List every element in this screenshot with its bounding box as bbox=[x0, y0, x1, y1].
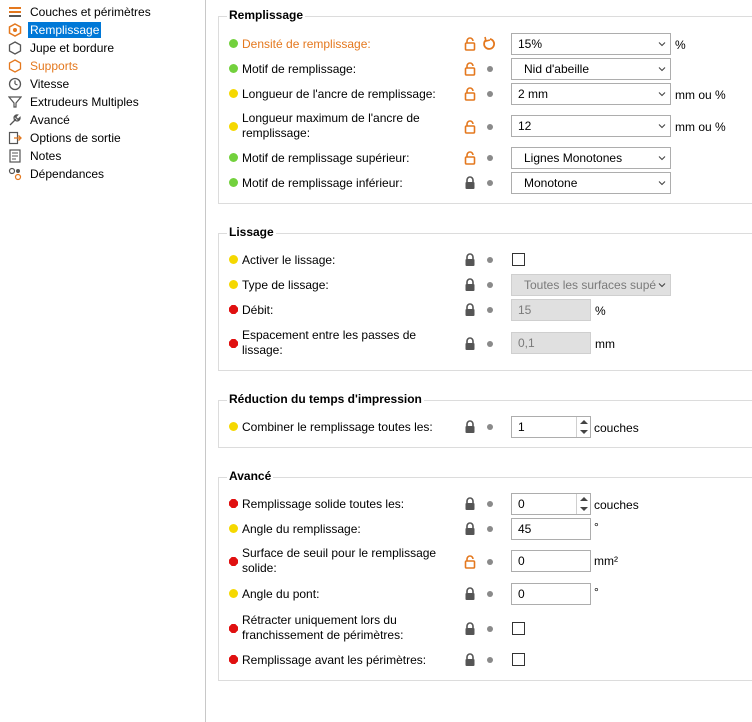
longueur-ancre-label: Longueur de l'ancre de remplissage: bbox=[242, 87, 436, 101]
settings-sidebar bbox=[0, 0, 206, 722]
chevron-down-icon bbox=[658, 65, 666, 73]
surface-seuil-input[interactable] bbox=[511, 550, 591, 572]
output-icon bbox=[8, 131, 22, 145]
spin-buttons[interactable] bbox=[576, 417, 590, 437]
sidebar-item-extrudeurs[interactable] bbox=[8, 93, 141, 111]
status-dot bbox=[229, 624, 238, 633]
system-value-dot bbox=[487, 657, 493, 663]
remplissage-avant-checkbox[interactable] bbox=[512, 653, 525, 666]
lock-closed-icon[interactable] bbox=[463, 653, 477, 667]
sidebar-item-label: Vitesse bbox=[30, 77, 70, 91]
longueur-max-combo[interactable] bbox=[511, 115, 671, 137]
system-value-dot bbox=[487, 257, 493, 263]
chevron-down-icon bbox=[658, 40, 666, 48]
sidebar-item-jupe[interactable] bbox=[8, 39, 116, 57]
angle-pont-label: Angle du pont: bbox=[242, 587, 320, 601]
status-dot bbox=[229, 280, 238, 289]
lock-open-icon[interactable] bbox=[463, 151, 477, 165]
status-dot bbox=[229, 557, 238, 566]
status-dot bbox=[229, 64, 238, 73]
chevron-down-icon bbox=[658, 122, 666, 130]
speed-icon bbox=[8, 77, 22, 91]
notes-icon bbox=[8, 149, 22, 163]
system-value-dot bbox=[487, 307, 493, 313]
sidebar-item-label: Avancé bbox=[30, 113, 70, 127]
status-dot bbox=[229, 89, 238, 98]
lock-open-icon[interactable] bbox=[463, 62, 477, 76]
lock-closed-icon[interactable] bbox=[463, 497, 477, 511]
sidebar-item-label: Couches et périmètres bbox=[30, 5, 151, 19]
debit-unit: % bbox=[595, 304, 606, 318]
densite-combo[interactable] bbox=[511, 33, 671, 55]
lock-open-icon[interactable] bbox=[463, 87, 477, 101]
espacement-label-line1: Espacement entre les passes de bbox=[242, 328, 417, 342]
type-lissage-combo[interactable] bbox=[511, 274, 671, 296]
motif-inferieur-combo[interactable] bbox=[511, 172, 671, 194]
retracter-label-line1: Rétracter uniquement lors du bbox=[242, 613, 397, 627]
combiner-spin[interactable] bbox=[511, 416, 591, 438]
combiner-value: 1 bbox=[518, 420, 525, 434]
sidebar-item-label: Jupe et bordure bbox=[30, 41, 115, 55]
status-dot bbox=[229, 122, 238, 131]
chevron-down-icon bbox=[658, 154, 666, 162]
remplissage-solide-value: 0 bbox=[518, 497, 525, 511]
surface-seuil-unit: mm² bbox=[594, 554, 618, 568]
sidebar-item-notes[interactable] bbox=[8, 147, 63, 165]
motif-label: Motif de remplissage: bbox=[242, 62, 357, 76]
sidebar-item-couches[interactable] bbox=[8, 3, 153, 21]
densite-value: 15% bbox=[518, 37, 543, 51]
surface-seuil-label-line2: solide: bbox=[242, 561, 277, 575]
debit-label: Débit: bbox=[242, 303, 274, 317]
sidebar-item-label: Notes bbox=[30, 149, 62, 163]
sidebar-item-supports[interactable] bbox=[8, 57, 80, 75]
longueur-max-label-line1: Longueur maximum de l'ancre de bbox=[242, 111, 420, 125]
angle-remplissage-label: Angle du remplissage: bbox=[242, 522, 361, 536]
lock-closed-icon[interactable] bbox=[463, 587, 477, 601]
system-value-dot bbox=[487, 341, 493, 347]
infill-icon bbox=[8, 23, 22, 37]
group-reduction bbox=[218, 392, 752, 448]
sidebar-item-sortie[interactable] bbox=[8, 129, 123, 147]
espacement-input[interactable] bbox=[511, 332, 591, 354]
densite-label: Densité de remplissage: bbox=[242, 37, 371, 51]
motif-inferieur-label: Motif de remplissage inférieur: bbox=[242, 176, 403, 190]
dependencies-icon bbox=[8, 167, 22, 181]
chevron-down-icon bbox=[658, 281, 666, 289]
longueur-ancre-value: 2 mm bbox=[518, 87, 548, 101]
status-dot bbox=[229, 524, 238, 533]
espacement-value: 0,1 bbox=[518, 336, 535, 350]
lock-closed-icon[interactable] bbox=[463, 278, 477, 292]
group-title: Lissage bbox=[229, 225, 274, 239]
longueur-max-label-line2: remplissage: bbox=[242, 126, 311, 140]
espacement-unit: mm bbox=[595, 337, 615, 351]
activer-lissage-checkbox[interactable] bbox=[512, 253, 525, 266]
surface-seuil-value: 0 bbox=[518, 554, 525, 568]
status-dot bbox=[229, 339, 238, 348]
sidebar-item-label: Extrudeurs Multiples bbox=[30, 95, 139, 109]
sidebar-item-label: Dépendances bbox=[30, 167, 105, 181]
sidebar-item-label: Options de sortie bbox=[30, 131, 121, 145]
group-title: Réduction du temps d'impression bbox=[229, 392, 422, 406]
status-dot bbox=[229, 39, 238, 48]
skirt-icon bbox=[8, 41, 22, 55]
system-value-dot bbox=[487, 91, 493, 97]
lock-closed-icon[interactable] bbox=[463, 337, 477, 351]
angle-remplissage-value: 45 bbox=[518, 522, 532, 536]
activer-lissage-label: Activer le lissage: bbox=[242, 253, 336, 267]
sidebar-item-label: Remplissage bbox=[30, 23, 100, 37]
status-dot bbox=[229, 655, 238, 664]
system-value-dot bbox=[487, 180, 493, 186]
system-value-dot bbox=[487, 501, 493, 507]
lock-closed-icon[interactable] bbox=[463, 253, 477, 267]
status-dot bbox=[229, 499, 238, 508]
sidebar-item-label: Supports bbox=[30, 59, 79, 73]
longueur-ancre-unit: mm ou % bbox=[675, 88, 726, 102]
lock-open-icon[interactable] bbox=[463, 120, 477, 134]
combiner-label: Combiner le remplissage toutes les: bbox=[242, 420, 433, 434]
type-lissage-value: Toutes les surfaces supé bbox=[524, 278, 657, 292]
sidebar-item-remplissage[interactable] bbox=[8, 21, 101, 39]
densite-unit: % bbox=[675, 38, 686, 52]
system-value-dot bbox=[487, 155, 493, 161]
group-title: Avancé bbox=[229, 469, 272, 483]
sidebar-item-dependances[interactable] bbox=[8, 165, 106, 183]
sidebar-item-avance[interactable] bbox=[8, 111, 72, 129]
system-value-dot bbox=[487, 559, 493, 565]
lock-closed-icon[interactable] bbox=[463, 176, 477, 190]
angle-pont-value: 0 bbox=[518, 587, 525, 601]
system-value-dot bbox=[487, 526, 493, 532]
system-value-dot bbox=[487, 626, 493, 632]
system-value-dot bbox=[487, 591, 493, 597]
lock-closed-icon[interactable] bbox=[463, 622, 477, 636]
combiner-unit: couches bbox=[594, 421, 639, 435]
wrench-icon bbox=[8, 113, 22, 127]
spin-buttons[interactable] bbox=[576, 494, 590, 514]
longueur-ancre-combo[interactable] bbox=[511, 83, 671, 105]
motif-superieur-combo[interactable] bbox=[511, 147, 671, 169]
lock-open-icon[interactable] bbox=[463, 555, 477, 569]
motif-superieur-label: Motif de remplissage supérieur: bbox=[242, 151, 410, 165]
group-lissage bbox=[218, 225, 752, 371]
lock-closed-icon[interactable] bbox=[463, 522, 477, 536]
remplissage-solide-spin[interactable] bbox=[511, 493, 591, 515]
type-lissage-label: Type de lissage: bbox=[242, 278, 329, 292]
motif-value: Nid d'abeille bbox=[524, 62, 589, 76]
remplissage-solide-label: Remplissage solide toutes les: bbox=[242, 497, 405, 511]
lock-closed-icon[interactable] bbox=[463, 303, 477, 317]
layers-icon bbox=[8, 5, 22, 19]
retracter-label-line2: franchissement de périmètres: bbox=[242, 628, 404, 642]
debit-value: 15 bbox=[518, 303, 532, 317]
debit-input[interactable] bbox=[511, 299, 591, 321]
retracter-checkbox[interactable] bbox=[512, 622, 525, 635]
group-remplissage bbox=[218, 8, 752, 204]
angle-remplissage-unit: ° bbox=[594, 520, 599, 534]
longueur-max-value: 12 bbox=[518, 119, 532, 133]
group-avance bbox=[218, 469, 752, 681]
remplissage-solide-unit: couches bbox=[594, 498, 639, 512]
motif-inferieur-value: Monotone bbox=[524, 176, 578, 190]
remplissage-avant-label: Remplissage avant les périmètres: bbox=[242, 653, 427, 667]
angle-remplissage-input[interactable] bbox=[511, 518, 591, 540]
sidebar-item-vitesse[interactable] bbox=[8, 75, 71, 93]
undo-icon[interactable] bbox=[482, 36, 498, 52]
system-value-dot bbox=[487, 124, 493, 130]
status-dot bbox=[229, 178, 238, 187]
motif-combo[interactable] bbox=[511, 58, 671, 80]
chevron-down-icon bbox=[658, 90, 666, 98]
longueur-max-unit: mm ou % bbox=[675, 120, 726, 134]
status-dot bbox=[229, 255, 238, 264]
status-dot bbox=[229, 589, 238, 598]
surface-seuil-label-line1: Surface de seuil pour le remplissage bbox=[242, 546, 437, 560]
status-dot bbox=[229, 422, 238, 431]
angle-pont-unit: ° bbox=[594, 585, 599, 599]
lock-open-icon[interactable] bbox=[463, 37, 477, 51]
system-value-dot bbox=[487, 66, 493, 72]
system-value-dot bbox=[487, 424, 493, 430]
group-title: Remplissage bbox=[229, 8, 304, 22]
lock-closed-icon[interactable] bbox=[463, 420, 477, 434]
espacement-label-line2: lissage: bbox=[242, 343, 283, 357]
status-dot bbox=[229, 153, 238, 162]
settings-page bbox=[206, 0, 752, 722]
motif-superieur-value: Lignes Monotones bbox=[524, 151, 623, 165]
system-value-dot bbox=[487, 282, 493, 288]
angle-pont-input[interactable] bbox=[511, 583, 591, 605]
status-dot bbox=[229, 305, 238, 314]
chevron-down-icon bbox=[658, 179, 666, 187]
support-icon bbox=[8, 59, 22, 73]
funnel-icon bbox=[8, 95, 22, 109]
